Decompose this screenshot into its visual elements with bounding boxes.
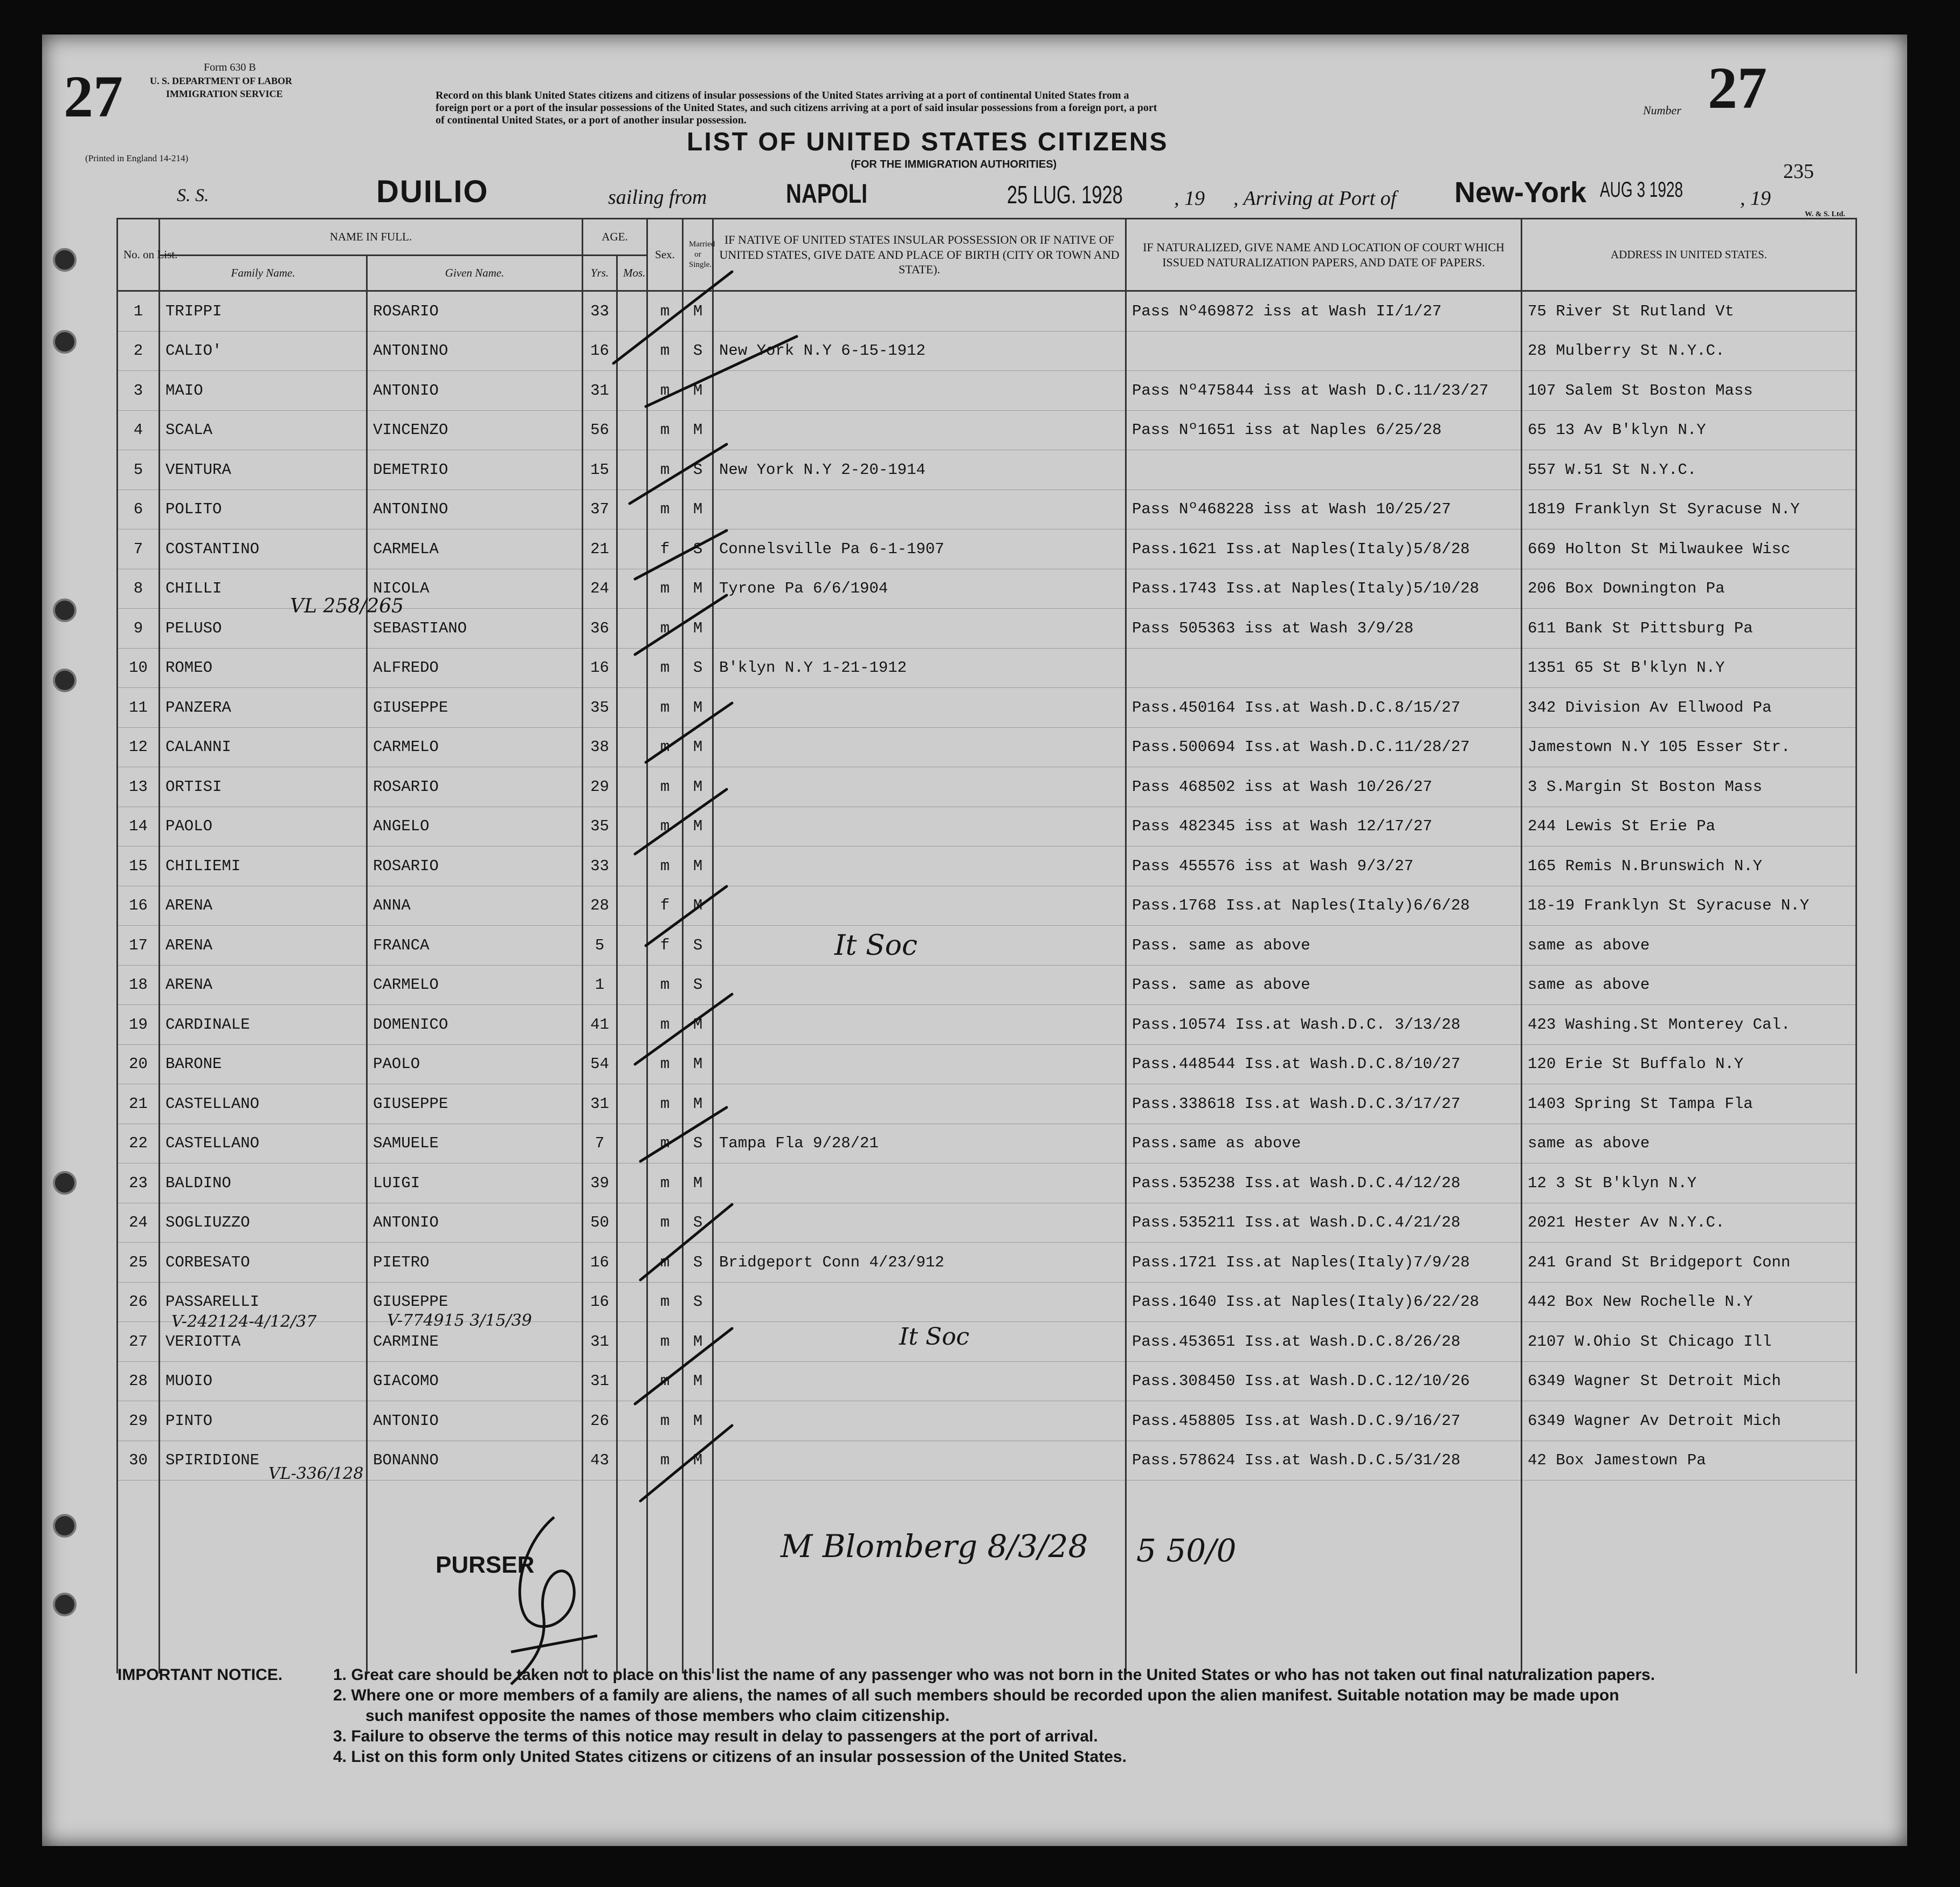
col-header-address: ADDRESS IN UNITED STATES.	[1522, 219, 1857, 291]
family-name: PASSARELLI	[160, 1282, 367, 1322]
handwritten-note: V-774915 3/15/39	[387, 1311, 532, 1330]
us-address: 75 River St Rutland Vt	[1522, 291, 1857, 332]
us-address: 6349 Wagner St Detroit Mich	[1522, 1361, 1857, 1401]
sex: m	[647, 371, 683, 411]
fee-note: 5 50/0	[1136, 1532, 1237, 1569]
marital-status: S	[683, 648, 713, 688]
col-header-no: No. on List.	[118, 219, 160, 291]
age-years: 35	[583, 688, 617, 728]
family-name: PELUSO	[160, 609, 367, 649]
notice-item: 3. Failure to observe the terms of this notice may result in delay to passengers at the port of arrival.	[333, 1727, 1098, 1745]
handwritten-note: V-242124-4/12/37	[171, 1312, 317, 1331]
purser-signature	[489, 1512, 619, 1690]
us-address: 423 Washing.St Monterey Cal.	[1522, 1005, 1857, 1045]
family-name: POLITO	[160, 490, 367, 529]
col-header-family: Family Name.	[160, 256, 367, 291]
sex: m	[647, 450, 683, 490]
row-number: 1	[118, 291, 160, 332]
naturalization-papers: Pass.453651 Iss.at Wash.D.C.8/26/28	[1126, 1322, 1522, 1362]
age-years: 26	[583, 1401, 617, 1441]
birth-place-date: New York N.Y 6-15-1912	[713, 331, 1126, 371]
row-number: 27	[118, 1322, 160, 1362]
sex: m	[647, 410, 683, 450]
notice-item: 1. Great care should be taken not to place on this list the name of any passenger who was not born in the United States or who has not taken out final naturalization papers.	[333, 1666, 1655, 1684]
family-name: SPIRIDIONE	[160, 1441, 367, 1480]
age-years: 31	[583, 1361, 617, 1401]
age-years: 31	[583, 1322, 617, 1362]
age-years: 56	[583, 410, 617, 450]
naturalization-papers: Pass 455576 iss at Wash 9/3/27	[1126, 846, 1522, 886]
family-name: BALDINO	[160, 1163, 367, 1203]
sex: m	[647, 1441, 683, 1480]
age-years: 5	[583, 926, 617, 966]
given-name: ANTONINO	[367, 331, 583, 371]
naturalization-papers: Pass Nº469872 iss at Wash II/1/27	[1126, 291, 1522, 332]
naturalization-papers: Pass 505363 iss at Wash 3/9/28	[1126, 609, 1522, 649]
row-number: 23	[118, 1163, 160, 1203]
row-number: 14	[118, 807, 160, 846]
sex: f	[647, 529, 683, 569]
sex: f	[647, 926, 683, 966]
given-name: PIETRO	[367, 1243, 583, 1283]
col-header-married: Married or Single.	[683, 219, 713, 291]
age-years: 38	[583, 727, 617, 767]
naturalization-papers: Pass.458805 Iss.at Wash.D.C.9/16/27	[1126, 1401, 1522, 1441]
birth-place-date: B'klyn N.Y 1-21-1912	[713, 648, 1126, 688]
marital-status: S	[683, 450, 713, 490]
naturalization-papers: Pass Nº468228 iss at Wash 10/25/27	[1126, 490, 1522, 529]
age-years: 33	[583, 291, 617, 332]
marital-status: M	[683, 807, 713, 846]
notice-item: 4. List on this form only United States citizens or citizens of an insular possession of the United States.	[333, 1748, 1127, 1766]
us-address: same as above	[1522, 1124, 1857, 1163]
birth-place-date: New York N.Y 2-20-1914	[713, 450, 1126, 490]
sex: m	[647, 1282, 683, 1322]
sex: m	[647, 1124, 683, 1163]
us-address: 1403 Spring St Tampa Fla	[1522, 1084, 1857, 1124]
us-address: 107 Salem St Boston Mass	[1522, 371, 1857, 411]
us-address: Jamestown N.Y 105 Esser Str.	[1522, 727, 1857, 767]
family-name: CHILLI	[160, 569, 367, 609]
us-address: 611 Bank St Pittsburg Pa	[1522, 609, 1857, 649]
given-name: ROSARIO	[367, 846, 583, 886]
age-years: 24	[583, 569, 617, 609]
sex: m	[647, 727, 683, 767]
year-prefix: , 19	[1174, 187, 1205, 210]
naturalization-papers: Pass.10574 Iss.at Wash.D.C. 3/13/28	[1126, 1005, 1522, 1045]
inspector-signature: M Blomberg 8/3/28	[781, 1528, 1088, 1565]
naturalization-papers: Pass.535238 Iss.at Wash.D.C.4/12/28	[1126, 1163, 1522, 1203]
given-name: GIUSEPPE	[367, 1282, 583, 1322]
given-name: CARMELO	[367, 965, 583, 1005]
age-years: 16	[583, 1282, 617, 1322]
family-name: COSTANTINO	[160, 529, 367, 569]
printed-label: (Printed in England 14-214)	[85, 153, 189, 163]
naturalization-papers: Pass. same as above	[1126, 965, 1522, 1005]
row-number: 11	[118, 688, 160, 728]
age-years: 35	[583, 807, 617, 846]
instruction-line: of continental United States, or a port of another insular possession.	[436, 114, 747, 126]
row-number: 22	[118, 1124, 160, 1163]
naturalization-papers: Pass 482345 iss at Wash 12/17/27	[1126, 807, 1522, 846]
given-name: ANNA	[367, 886, 583, 926]
naturalization-papers: Pass.same as above	[1126, 1124, 1522, 1163]
sex: m	[647, 1203, 683, 1243]
notice-title: IMPORTANT NOTICE.	[118, 1666, 283, 1684]
printer-mark: W. & S. Ltd.	[1805, 210, 1845, 218]
family-name: ARENA	[160, 926, 367, 966]
given-name: SEBASTIANO	[367, 609, 583, 649]
marital-status: M	[683, 727, 713, 767]
marital-status: S	[683, 331, 713, 371]
row-number: 25	[118, 1243, 160, 1283]
marital-status: M	[683, 1401, 713, 1441]
us-address: 120 Erie St Buffalo N.Y	[1522, 1044, 1857, 1084]
notice-item: 2. Where one or more members of a family are aliens, the names of all such members should be recorded upon the alien manifest. Suitable notation may be made upon	[333, 1686, 1619, 1704]
age-years: 37	[583, 490, 617, 529]
row-number: 20	[118, 1044, 160, 1084]
sex: m	[647, 1401, 683, 1441]
family-name: MAIO	[160, 371, 367, 411]
row-number: 21	[118, 1084, 160, 1124]
given-name: NICOLA	[367, 569, 583, 609]
row-number: 16	[118, 886, 160, 926]
col-header-sex: Sex.	[647, 219, 683, 291]
port-from: NAPOLI	[786, 178, 868, 209]
instruction-line: Record on this blank United States citizens and citizens of insular possessions of the United States arriving at a port of continental United States from a	[436, 89, 1129, 101]
marital-status: M	[683, 886, 713, 926]
corner-number-right: 27	[1708, 55, 1767, 121]
row-number: 9	[118, 609, 160, 649]
given-name: GIUSEPPE	[367, 1084, 583, 1124]
age-years: 31	[583, 1084, 617, 1124]
row-number: 6	[118, 490, 160, 529]
us-address: 18-19 Franklyn St Syracuse N.Y	[1522, 886, 1857, 926]
us-address: 1819 Franklyn St Syracuse N.Y	[1522, 490, 1857, 529]
port-arrival: New-York	[1454, 176, 1587, 209]
given-name: ROSARIO	[367, 767, 583, 807]
form-label: Form 630 B	[204, 61, 256, 73]
sex: m	[647, 688, 683, 728]
row-number: 7	[118, 529, 160, 569]
marital-status: M	[683, 1005, 713, 1045]
given-name: ROSARIO	[367, 291, 583, 332]
given-name: LUIGI	[367, 1163, 583, 1203]
us-address: 2021 Hester Av N.Y.C.	[1522, 1203, 1857, 1243]
sex: m	[647, 1084, 683, 1124]
page-title: LIST OF UNITED STATES CITIZENS	[687, 128, 1169, 156]
age-years: 7	[583, 1124, 617, 1163]
sex: m	[647, 767, 683, 807]
ss-label: S. S.	[177, 185, 209, 205]
family-name: ROMEO	[160, 648, 367, 688]
us-address: 557 W.51 St N.Y.C.	[1522, 450, 1857, 490]
us-address: 12 3 St B'klyn N.Y	[1522, 1163, 1857, 1203]
marital-status: M	[683, 490, 713, 529]
row-number: 19	[118, 1005, 160, 1045]
given-name: ANGELO	[367, 807, 583, 846]
row-number: 12	[118, 727, 160, 767]
marital-status: M	[683, 846, 713, 886]
naturalization-papers: Pass.500694 Iss.at Wash.D.C.11/28/27	[1126, 727, 1522, 767]
age-years: 15	[583, 450, 617, 490]
corner-number-left: 27	[64, 64, 123, 129]
ship-name: DUILIO	[376, 174, 489, 209]
family-name: CASTELLANO	[160, 1084, 367, 1124]
sex: m	[647, 1322, 683, 1362]
family-name: CORBESATO	[160, 1243, 367, 1283]
given-name: ANTONIO	[367, 1401, 583, 1441]
service-label: IMMIGRATION SERVICE	[166, 88, 283, 99]
given-name: DEMETRIO	[367, 450, 583, 490]
marital-status: M	[683, 569, 713, 609]
given-name: ANTONINO	[367, 490, 583, 529]
age-years: 16	[583, 648, 617, 688]
sex: m	[647, 1005, 683, 1045]
us-address: 669 Holton St Milwaukee Wisc	[1522, 529, 1857, 569]
age-years: 29	[583, 767, 617, 807]
us-address: 1351 65 St B'klyn N.Y	[1522, 648, 1857, 688]
age-years: 43	[583, 1441, 617, 1480]
notice-item: such manifest opposite the names of those members who claim citizenship.	[365, 1707, 950, 1725]
naturalization-papers: Pass. same as above	[1126, 926, 1522, 966]
family-name: VERIOTTA	[160, 1322, 367, 1362]
marital-status: S	[683, 529, 713, 569]
sex: m	[647, 1243, 683, 1283]
naturalization-papers: Pass.448544 Iss.at Wash.D.C.8/10/27	[1126, 1044, 1522, 1084]
row-number: 4	[118, 410, 160, 450]
marital-status: S	[683, 1203, 713, 1243]
given-name: GIUSEPPE	[367, 688, 583, 728]
birth-place-date: Tampa Fla 9/28/21	[713, 1124, 1126, 1163]
us-address: 6349 Wagner Av Detroit Mich	[1522, 1401, 1857, 1441]
us-address: 442 Box New Rochelle N.Y	[1522, 1282, 1857, 1322]
us-address: 241 Grand St Bridgeport Conn	[1522, 1243, 1857, 1283]
us-address: 165 Remis N.Brunswich N.Y	[1522, 846, 1857, 886]
marital-status: S	[683, 1243, 713, 1283]
us-address: 65 13 Av B'klyn N.Y	[1522, 410, 1857, 450]
marital-status: M	[683, 767, 713, 807]
marital-status: M	[683, 609, 713, 649]
number-label: Number	[1643, 104, 1681, 117]
year-prefix: , 19	[1740, 187, 1771, 210]
birth-place-date: Bridgeport Conn 4/23/912	[713, 1243, 1126, 1283]
marital-status: M	[683, 291, 713, 332]
row-number: 26	[118, 1282, 160, 1322]
marital-status: S	[683, 1124, 713, 1163]
birth-place-date: Connelsville Pa 6-1-1907	[713, 529, 1126, 569]
given-name: DOMENICO	[367, 1005, 583, 1045]
family-name: PANZERA	[160, 688, 367, 728]
row-number: 2	[118, 331, 160, 371]
given-name: CARMELA	[367, 529, 583, 569]
arriving-label: , Arriving at Port of	[1233, 187, 1397, 210]
handwritten-note: It Soc	[834, 929, 918, 962]
col-header-birth: IF NATIVE OF UNITED STATES INSULAR POSSESSION OR IF NATIVE OF UNITED STATES, GIVE DATE AND PLACE OF BIRTH (CITY OR TOWN AND STATE).	[713, 219, 1126, 291]
page-subtitle: (FOR THE IMMIGRATION AUTHORITIES)	[851, 159, 1057, 170]
naturalization-papers: Pass.1768 Iss.at Naples(Italy)6/6/28	[1126, 886, 1522, 926]
row-number: 3	[118, 371, 160, 411]
naturalization-papers: Pass.578624 Iss.at Wash.D.C.5/31/28	[1126, 1441, 1522, 1480]
row-number: 24	[118, 1203, 160, 1243]
sex: m	[647, 846, 683, 886]
instruction-line: foreign port or a port of the insular possessions of the United States, and such citizens arriving at a port of said insular possessions from a foreign port, a port	[436, 102, 1157, 114]
manifest-sheet	[42, 35, 1907, 1846]
handwritten-note: VL 258/265	[290, 595, 404, 617]
given-name: ANTONIO	[367, 1203, 583, 1243]
marital-status: M	[683, 1361, 713, 1401]
marital-status: M	[683, 1163, 713, 1203]
family-name: CHILIEMI	[160, 846, 367, 886]
naturalization-papers: Pass.1640 Iss.at Naples(Italy)6/22/28	[1126, 1282, 1522, 1322]
given-name: PAOLO	[367, 1044, 583, 1084]
marital-status: M	[683, 688, 713, 728]
family-name: CALIO'	[160, 331, 367, 371]
family-name: BARONE	[160, 1044, 367, 1084]
col-header-age: AGE.	[583, 219, 647, 256]
us-address: 244 Lewis St Erie Pa	[1522, 807, 1857, 846]
naturalization-papers: Pass.1721 Iss.at Naples(Italy)7/9/28	[1126, 1243, 1522, 1283]
family-name: CASTELLANO	[160, 1124, 367, 1163]
sex: m	[647, 331, 683, 371]
us-address: 28 Mulberry St N.Y.C.	[1522, 331, 1857, 371]
marital-status: S	[683, 965, 713, 1005]
sex: m	[647, 807, 683, 846]
sex: m	[647, 569, 683, 609]
row-number: 29	[118, 1401, 160, 1441]
given-name: FRANCA	[367, 926, 583, 966]
us-address: 2107 W.Ohio St Chicago Ill	[1522, 1322, 1857, 1362]
naturalization-papers: Pass.308450 Iss.at Wash.D.C.12/10/26	[1126, 1361, 1522, 1401]
row-number: 17	[118, 926, 160, 966]
us-address: same as above	[1522, 926, 1857, 966]
us-address: 3 S.Margin St Boston Mass	[1522, 767, 1857, 807]
age-years: 21	[583, 529, 617, 569]
given-name: BONANNO	[367, 1441, 583, 1480]
given-name: VINCENZO	[367, 410, 583, 450]
family-name: PINTO	[160, 1401, 367, 1441]
naturalization-papers: Pass.1621 Iss.at Naples(Italy)5/8/28	[1126, 529, 1522, 569]
row-number: 8	[118, 569, 160, 609]
arrival-date-stamp: AUG 3 1928	[1600, 178, 1683, 202]
us-address: same as above	[1522, 965, 1857, 1005]
given-name: ALFREDO	[367, 648, 583, 688]
marital-status: M	[683, 1322, 713, 1362]
department-label: U. S. DEPARTMENT OF LABOR	[150, 75, 293, 86]
sex: m	[647, 1163, 683, 1203]
date-sailed: 25 LUG. 1928	[1007, 181, 1123, 209]
marital-status: M	[683, 1044, 713, 1084]
handwritten-note: VL-336/128	[268, 1464, 364, 1483]
col-header-given: Given Name.	[367, 256, 583, 291]
age-years: 41	[583, 1005, 617, 1045]
age-years: 36	[583, 609, 617, 649]
family-name: VENTURA	[160, 450, 367, 490]
family-name: PAOLO	[160, 807, 367, 846]
row-number: 15	[118, 846, 160, 886]
marital-status: S	[683, 1282, 713, 1322]
family-name: SOGLIUZZO	[160, 1203, 367, 1243]
naturalization-papers: Pass.535211 Iss.at Wash.D.C.4/21/28	[1126, 1203, 1522, 1243]
given-name: CARMELO	[367, 727, 583, 767]
row-number: 13	[118, 767, 160, 807]
page-stamp: 235	[1783, 160, 1814, 183]
age-years: 33	[583, 846, 617, 886]
col-header-mos: Mos.	[617, 256, 647, 291]
sex: m	[647, 609, 683, 649]
col-header-naturalization: IF NATURALIZED, GIVE NAME AND LOCATION OF COURT WHICH ISSUED NATURALIZATION PAPERS, AND DATE OF PAPERS.	[1126, 219, 1522, 291]
row-number: 30	[118, 1441, 160, 1480]
age-years: 54	[583, 1044, 617, 1084]
row-number: 28	[118, 1361, 160, 1401]
row-number: 5	[118, 450, 160, 490]
us-address: 42 Box Jamestown Pa	[1522, 1441, 1857, 1480]
family-name: TRIPPI	[160, 291, 367, 332]
age-years: 28	[583, 886, 617, 926]
naturalization-papers: Pass Nº475844 iss at Wash D.C.11/23/27	[1126, 371, 1522, 411]
col-header-yrs: Yrs.	[583, 256, 617, 291]
family-name: CALANNI	[160, 727, 367, 767]
sex: m	[647, 648, 683, 688]
given-name: CARMINE	[367, 1322, 583, 1362]
naturalization-papers: Pass 468502 iss at Wash 10/26/27	[1126, 767, 1522, 807]
age-years: 50	[583, 1203, 617, 1243]
sex: m	[647, 1361, 683, 1401]
marital-status: M	[683, 371, 713, 411]
age-years: 16	[583, 1243, 617, 1283]
sex: m	[647, 965, 683, 1005]
given-name: ANTONIO	[367, 371, 583, 411]
family-name: ARENA	[160, 886, 367, 926]
family-name: ORTISI	[160, 767, 367, 807]
family-name: ARENA	[160, 965, 367, 1005]
sex: m	[647, 490, 683, 529]
naturalization-papers: Pass.450164 Iss.at Wash.D.C.8/15/27	[1126, 688, 1522, 728]
us-address: 206 Box Downington Pa	[1522, 569, 1857, 609]
naturalization-papers: Pass.1743 Iss.at Naples(Italy)5/10/28	[1126, 569, 1522, 609]
sailing-from-label: sailing from	[608, 186, 707, 209]
family-name: MUOIO	[160, 1361, 367, 1401]
naturalization-papers: Pass Nº1651 iss at Naples 6/25/28	[1126, 410, 1522, 450]
row-number: 10	[118, 648, 160, 688]
handwritten-note: It Soc	[899, 1323, 970, 1351]
family-name: CARDINALE	[160, 1005, 367, 1045]
marital-status: M	[683, 410, 713, 450]
given-name: SAMUELE	[367, 1124, 583, 1163]
age-years: 16	[583, 331, 617, 371]
purser-label: PURSER	[436, 1552, 535, 1578]
sex: m	[647, 291, 683, 332]
check-marks	[42, 35, 1907, 1846]
marital-status: S	[683, 926, 713, 966]
marital-status: M	[683, 1441, 713, 1480]
given-name: GIACOMO	[367, 1361, 583, 1401]
sex: m	[647, 1044, 683, 1084]
marital-status: M	[683, 1084, 713, 1124]
sex: f	[647, 886, 683, 926]
us-address: 342 Division Av Ellwood Pa	[1522, 688, 1857, 728]
col-header-name-in-full: NAME IN FULL.	[160, 219, 583, 256]
family-name: SCALA	[160, 410, 367, 450]
age-years: 31	[583, 371, 617, 411]
age-years: 1	[583, 965, 617, 1005]
age-years: 39	[583, 1163, 617, 1203]
row-number: 18	[118, 965, 160, 1005]
birth-place-date: Tyrone Pa 6/6/1904	[713, 569, 1126, 609]
naturalization-papers: Pass.338618 Iss.at Wash.D.C.3/17/27	[1126, 1084, 1522, 1124]
